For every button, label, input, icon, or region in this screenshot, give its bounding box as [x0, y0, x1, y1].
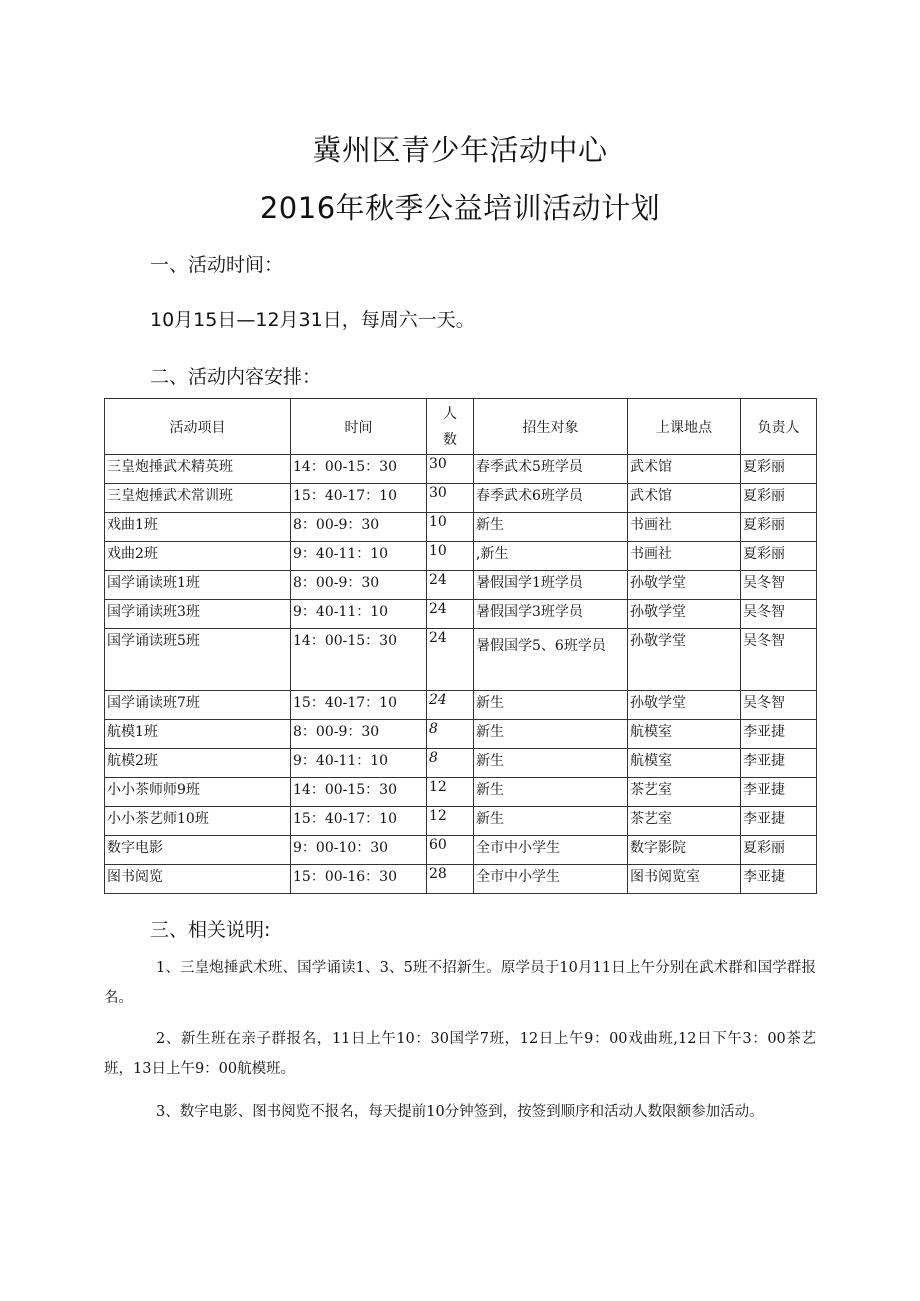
cell-time: 9：40-11：10: [291, 749, 427, 778]
cell-target: 新生: [474, 749, 628, 778]
cell-location: 茶艺室: [628, 778, 741, 807]
cell-location: 航模室: [628, 720, 741, 749]
cell-activity: 小小茶师师9班: [105, 778, 291, 807]
cell-time: 8：00-9：30: [291, 513, 427, 542]
cell-owner: 吴冬智: [741, 691, 817, 720]
document-title: 冀州区青少年活动中心: [312, 133, 608, 167]
note-paragraph-3: 3、数字电影、图书阅览不报名，每天提前10分钟签到，按签到顺序和活动人数限额参加活动。: [156, 1104, 764, 1120]
header-activity: 活动项目: [105, 399, 291, 455]
schedule-table: [104, 398, 817, 894]
cell-activity: 图书阅览: [105, 865, 291, 894]
cell-count: 24: [427, 691, 474, 720]
header-count: 人 数: [427, 399, 474, 455]
table-row: [105, 749, 817, 778]
cell-count: 8: [427, 749, 474, 778]
cell-count: 10: [427, 513, 474, 542]
table-row: [105, 513, 817, 542]
cell-location: 武术馆: [628, 455, 741, 484]
cell-target: 暑假国学3班学员: [474, 600, 628, 629]
cell-location: 武术馆: [628, 484, 741, 513]
cell-owner: 吴冬智: [741, 600, 817, 629]
cell-owner: 李亚捷: [741, 749, 817, 778]
cell-time: 14：00-15：30: [291, 778, 427, 807]
cell-location: 书画社: [628, 542, 741, 571]
table-row: [105, 720, 817, 749]
document-subtitle: 2016年秋季公益培训活动计划: [259, 191, 661, 225]
cell-target: 全市中小学生: [474, 836, 628, 865]
cell-target: 暑假国学1班学员: [474, 571, 628, 600]
activity-period: 10月15日—12月31日，每周六一天。: [150, 309, 475, 331]
cell-target: ,新生: [474, 542, 628, 571]
cell-target: 全市中小学生: [474, 865, 628, 894]
cell-target: 春季武术6班学员: [474, 484, 628, 513]
cell-time: 14：00-15：30: [291, 629, 427, 691]
table-row: [105, 865, 817, 894]
note-paragraph-2: 2、新生班在亲子群报名，11日上午10：30国学7班，12日上午9：00戏曲班,12日下午3：00茶艺班，13日上午9：00航模班。: [104, 1031, 816, 1077]
cell-count: 60: [427, 836, 474, 865]
cell-target: 新生: [474, 513, 628, 542]
cell-location: 茶艺室: [628, 807, 741, 836]
cell-time: 15：40-17：10: [291, 691, 427, 720]
cell-target: 暑假国学5、6班学员: [474, 629, 628, 691]
cell-location: 图书阅览室: [628, 865, 741, 894]
cell-location: 数字影院: [628, 836, 741, 865]
table-row: [105, 807, 817, 836]
header-location: 上课地点: [628, 399, 741, 455]
cell-time: 14：00-15：30: [291, 455, 427, 484]
section2-heading: 二、活动内容安排：: [150, 366, 322, 388]
cell-owner: 李亚捷: [741, 807, 817, 836]
note-paragraph-1: 1、三皇炮捶武术班、国学诵读1、3、5班不招新生。原学员于10月11日上午分别在武术群和国学群报名。: [104, 960, 816, 1006]
table-row: [105, 455, 817, 484]
cell-time: 15：40-17：10: [291, 807, 427, 836]
cell-owner: 吴冬智: [741, 571, 817, 600]
cell-count: 24: [427, 600, 474, 629]
cell-activity: 国学诵读班1班: [105, 571, 291, 600]
cell-owner: 夏彩丽: [741, 455, 817, 484]
table-row: [105, 542, 817, 571]
table-header-row: [105, 399, 817, 455]
cell-activity: 国学诵读班7班: [105, 691, 291, 720]
cell-count: 24: [427, 629, 474, 691]
cell-activity: 国学诵读班3班: [105, 600, 291, 629]
cell-owner: 李亚捷: [741, 778, 817, 807]
table-row: [105, 629, 817, 691]
table-row: [105, 778, 817, 807]
cell-owner: 吴冬智: [741, 629, 817, 691]
table-row: [105, 691, 817, 720]
cell-activity: 三皇炮捶武术精英班: [105, 455, 291, 484]
header-time: 时间: [291, 399, 427, 455]
section1-heading: 一、活动时间：: [150, 254, 284, 276]
cell-owner: 夏彩丽: [741, 484, 817, 513]
cell-count: 10: [427, 542, 474, 571]
section3-heading: 三、相关说明:: [150, 919, 271, 941]
cell-owner: 夏彩丽: [741, 542, 817, 571]
cell-time: 9：00-10：30: [291, 836, 427, 865]
cell-time: 8：00-9：30: [291, 571, 427, 600]
cell-activity: 数字电影: [105, 836, 291, 865]
cell-activity: 小小茶艺师10班: [105, 807, 291, 836]
cell-count: 30: [427, 484, 474, 513]
cell-target: 新生: [474, 691, 628, 720]
cell-owner: 李亚捷: [741, 720, 817, 749]
table-row: [105, 836, 817, 865]
cell-location: 孙敬学堂: [628, 629, 741, 691]
header-target: 招生对象: [474, 399, 628, 455]
cell-owner: 夏彩丽: [741, 513, 817, 542]
cell-activity: 三皇炮捶武术常训班: [105, 484, 291, 513]
cell-time: 8：00-9：30: [291, 720, 427, 749]
cell-time: 15：00-16：30: [291, 865, 427, 894]
cell-location: 孙敬学堂: [628, 571, 741, 600]
cell-activity: 戏曲1班: [105, 513, 291, 542]
cell-count: 24: [427, 571, 474, 600]
cell-activity: 国学诵读班5班: [105, 629, 291, 691]
cell-location: 孙敬学堂: [628, 600, 741, 629]
cell-time: 9：40-11：10: [291, 542, 427, 571]
cell-location: 孙敬学堂: [628, 691, 741, 720]
cell-activity: 戏曲2班: [105, 542, 291, 571]
cell-count: 12: [427, 778, 474, 807]
cell-target: 春季武术5班学员: [474, 455, 628, 484]
table-row: [105, 571, 817, 600]
header-owner: 负责人: [741, 399, 817, 455]
table-row: [105, 484, 817, 513]
cell-owner: 李亚捷: [741, 865, 817, 894]
cell-time: 15：40-17：10: [291, 484, 427, 513]
cell-count: 12: [427, 807, 474, 836]
cell-target: 新生: [474, 720, 628, 749]
cell-owner: 夏彩丽: [741, 836, 817, 865]
table-row: [105, 600, 817, 629]
cell-count: 8: [427, 720, 474, 749]
cell-time: 9：40-11：10: [291, 600, 427, 629]
cell-count: 30: [427, 455, 474, 484]
cell-target: 新生: [474, 778, 628, 807]
cell-location: 书画社: [628, 513, 741, 542]
cell-target: 新生: [474, 807, 628, 836]
cell-count: 28: [427, 865, 474, 894]
cell-activity: 航模1班: [105, 720, 291, 749]
cell-activity: 航模2班: [105, 749, 291, 778]
cell-location: 航模室: [628, 749, 741, 778]
